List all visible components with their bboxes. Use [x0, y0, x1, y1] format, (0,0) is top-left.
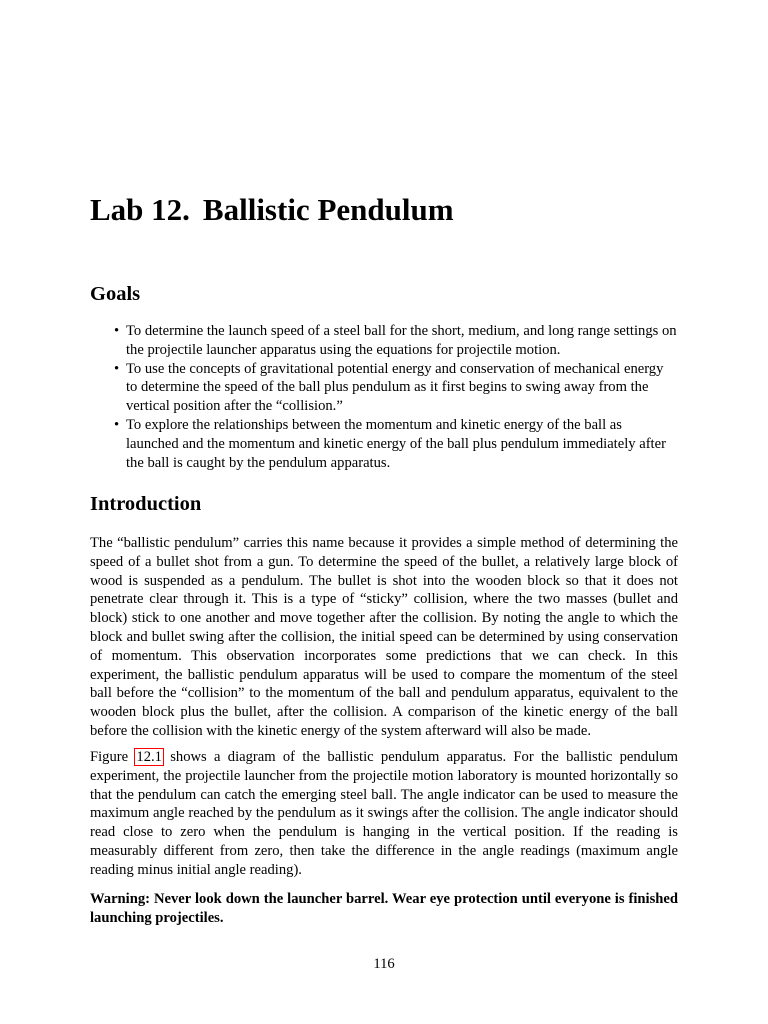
bullet-icon: •: [114, 360, 120, 377]
introduction-heading: Introduction: [90, 493, 202, 515]
chapter-number: Lab 12.: [90, 192, 190, 227]
goals-list: [90, 322, 678, 472]
goal-text: To use the concepts of gravitational potential energy and conservation of mechanical energy to determine the speed of the ball plus pendulum as it first begins to swing away from the vertical position after the “collision.”: [126, 360, 664, 415]
warning-paragraph: Warning: Never look down the launcher barrel. Wear eye protection until everyone is finished launching projectiles.: [90, 891, 678, 926]
goal-item: [90, 322, 678, 360]
chapter-title-text: Ballistic Pendulum: [202, 192, 454, 227]
figure-reference-link[interactable]: 12.1: [136, 749, 162, 765]
document-page: [90, 0, 678, 1024]
bullet-icon: •: [114, 416, 120, 433]
paragraph-body: shows a diagram of the ballistic pendulum apparatus. For the ballistic pendulum experiment, the projectile launcher from the projectile motion laboratory is mounted horizontally so that the pendulum can catch the emerging steel ball. The angle indicator can be used to measure the maximum angle reached by the pendulum as it swings after the collision. The angle indicator should read close to zero when the pendulum is hanging in the vertical position. If the reading is measurably different from zero, then take the difference in the angle readings (maximum angle reading minus initial angle reading).: [90, 749, 678, 878]
goals-heading: Goals: [90, 283, 141, 305]
goal-item: [90, 416, 678, 472]
goal-text: To determine the launch speed of a steel ball for the short, medium, and long range settings on the projectile launcher apparatus using the equations for projectile motion.: [126, 323, 677, 358]
paragraph-prefix: Figure: [90, 749, 136, 765]
chapter-title: [90, 190, 454, 230]
goal-text: To explore the relationships between the momentum and kinetic energy of the ball as launched and the momentum and kinetic energy of the ball plus pendulum immediately after the ball is caught by the pendulum apparatus.: [126, 416, 666, 471]
page-number: 116: [373, 956, 395, 972]
bullet-icon: •: [114, 323, 120, 339]
intro-paragraph-2: [90, 748, 678, 880]
goal-item: [90, 360, 678, 416]
intro-paragraph-1: The “ballistic pendulum” carries this name because it provides a simple method of determining the speed of a bullet shot from a gun. To determine the speed of the bullet, a relatively large block of wood is suspended as a pendulum. The bullet is shot into the wooden block so that it does not penetrate clear through it. This is a type of “sticky” collision, where the two masses (bullet and block) stick to one another and move together after the collision. By noting the angle to which the block and bullet swing after the collision, the initial speed can be determined by using conservation of momentum. This observation incorporates some predictions that we can check. In this experiment, the ballistic pendulum apparatus will be used to compare the momentum of the steel ball before the “collision” to the momentum of the ball and pendulum apparatus, equivalent to the wooden block plus the bullet, after the collision. A comparison of the kinetic energy of the ball before the collision with the kinetic energy of the system afterward will also be made.: [90, 535, 678, 739]
